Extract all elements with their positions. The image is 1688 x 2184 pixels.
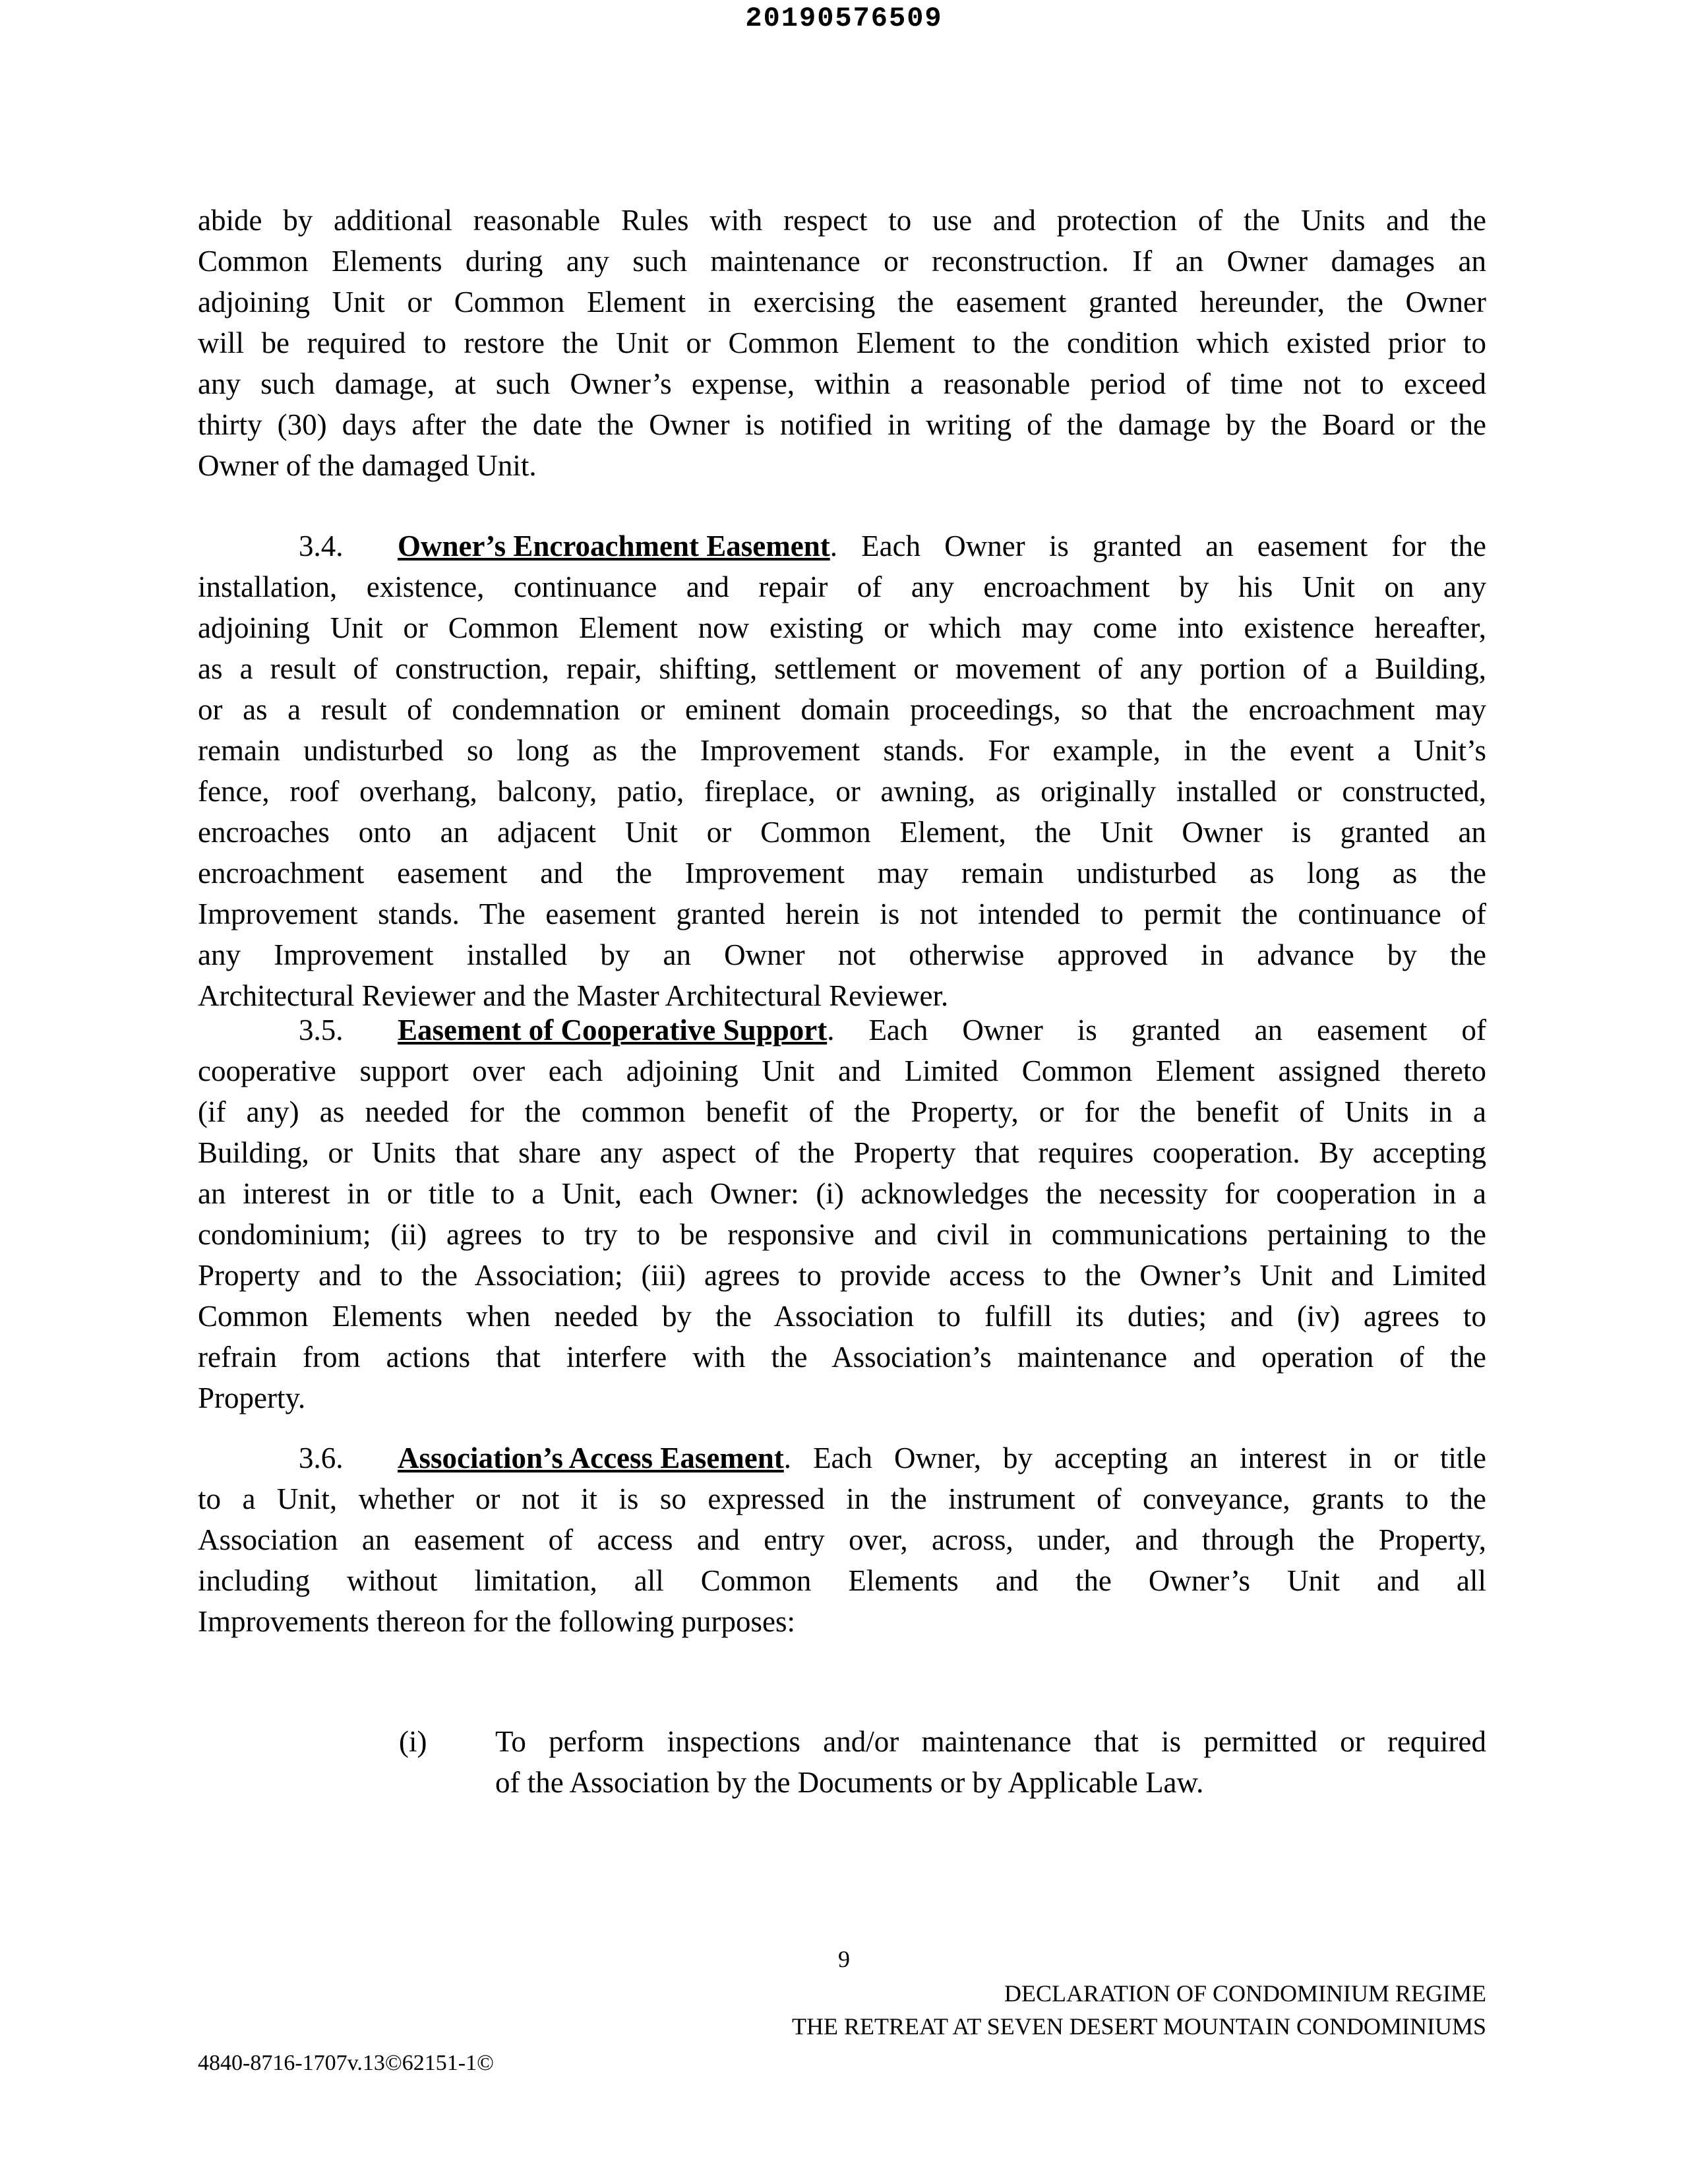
section-number: 3.4. [299, 530, 344, 562]
paragraph-line: adjoining Unit or Common Element now existing or which may come into existence hereafter, [198, 611, 1486, 644]
page-number: 9 [838, 1946, 850, 1972]
recording-number: 20190576509 [745, 3, 943, 34]
paragraph-line: an interest in or title to a Unit, each Owner: (i) acknowledges the necessity for cooperation in a [198, 1177, 1486, 1210]
paragraph-line: Common Elements during any such maintenance or reconstruction. If an Owner damages an [198, 245, 1486, 278]
paragraph-line: to a Unit, whether or not it is so expressed in the instrument of conveyance, grants to the [198, 1482, 1486, 1515]
paragraph-line: encroachment easement and the Improvement may remain undisturbed as long as the [198, 857, 1486, 890]
footer-title: DECLARATION OF CONDOMINIUM REGIME [1004, 1980, 1486, 2007]
section-heading-line [198, 1010, 1486, 1050]
paragraph-line: cooperative support over each adjoining Unit and Limited Common Element assigned thereto [198, 1054, 1486, 1087]
paragraph-line: thirty (30) days after the date the Owner is notified in writing of the damage by the Board or the [198, 408, 1486, 441]
paragraph-line: or as a result of condemnation or eminent domain proceedings, so that the encroachment may [198, 693, 1486, 726]
section-heading: Owner’s Encroachment Easement [398, 530, 830, 562]
paragraph-line: any such damage, at such Owner’s expense, within a reasonable period of time not to exceed [198, 367, 1486, 400]
paragraph-text: . Each Owner is granted an easement for the [829, 530, 1486, 562]
paragraph-line: condominium; (ii) agrees to try to be responsive and civil in communications pertaining to the [198, 1218, 1486, 1251]
paragraph-text: . Each Owner is granted an easement of [827, 1014, 1486, 1046]
section-heading: Association’s Access Easement [398, 1441, 784, 1474]
footer-subtitle: THE RETREAT AT SEVEN DESERT MOUNTAIN CONDOMINIUMS [792, 2013, 1486, 2040]
section-heading: Easement of Cooperative Support [398, 1014, 828, 1046]
list-item-line: To perform inspections and/or maintenance that is permitted or required [495, 1725, 1486, 1758]
paragraph-line: will be required to restore the Unit or Common Element to the condition which existed prior to [198, 326, 1486, 359]
paragraph-line: encroaches onto an adjacent Unit or Common Element, the Unit Owner is granted an [198, 816, 1486, 849]
paragraph-line: Owner of the damaged Unit. [198, 449, 537, 482]
paragraph-line: any Improvement installed by an Owner not otherwise approved in advance by the [198, 938, 1486, 971]
paragraph-line: Association an easement of access and entry over, across, under, and through the Property, [198, 1523, 1486, 1556]
paragraph-line: refrain from actions that interfere with the Association’s maintenance and operation of the [198, 1341, 1486, 1374]
paragraph-line: installation, existence, continuance and repair of any encroachment by his Unit on any [198, 570, 1486, 603]
paragraph-line: as a result of construction, repair, shifting, settlement or movement of any portion of a Building, [198, 652, 1486, 685]
paragraph-line: Property. [198, 1381, 306, 1414]
paragraph-line: remain undisturbed so long as the Improvement stands. For example, in the event a Unit’s [198, 734, 1486, 767]
section-heading-line [198, 1438, 1486, 1478]
section-number: 3.5. [299, 1014, 344, 1046]
paragraph-line: Property and to the Association; (iii) agrees to provide access to the Owner’s Unit and Limited [198, 1259, 1486, 1292]
paragraph-text: . Each Owner, by accepting an interest in or title [783, 1441, 1486, 1474]
paragraph-line: (if any) as needed for the common benefit of the Property, or for the benefit of Units in a [198, 1095, 1486, 1128]
section-number: 3.6. [299, 1441, 344, 1474]
document-id: 4840-8716-1707v.13©62151-1© [198, 2051, 494, 2075]
paragraph-line: adjoining Unit or Common Element in exercising the easement granted hereunder, the Owner [198, 286, 1486, 318]
paragraph-line: including without limitation, all Common Elements and the Owner’s Unit and all [198, 1564, 1486, 1597]
paragraph-line: Building, or Units that share any aspect of the Property that requires cooperation. By accepting [198, 1136, 1486, 1169]
paragraph-line: Improvement stands. The easement granted herein is not intended to permit the continuance of [198, 897, 1486, 930]
paragraph-line: abide by additional reasonable Rules with respect to use and protection of the Units and the [198, 204, 1486, 237]
section-heading-line [198, 526, 1486, 566]
paragraph-line: Improvements thereon for the following purposes: [198, 1605, 796, 1638]
paragraph-line: fence, roof overhang, balcony, patio, fireplace, or awning, as originally installed or constructed, [198, 775, 1486, 808]
paragraph-line: Architectural Reviewer and the Master Architectural Reviewer. [198, 979, 949, 1012]
paragraph-line: Common Elements when needed by the Association to fulfill its duties; and (iv) agrees to [198, 1300, 1486, 1333]
list-marker: (i) [399, 1725, 427, 1758]
list-item-line: of the Association by the Documents or by Applicable Law. [495, 1766, 1204, 1799]
